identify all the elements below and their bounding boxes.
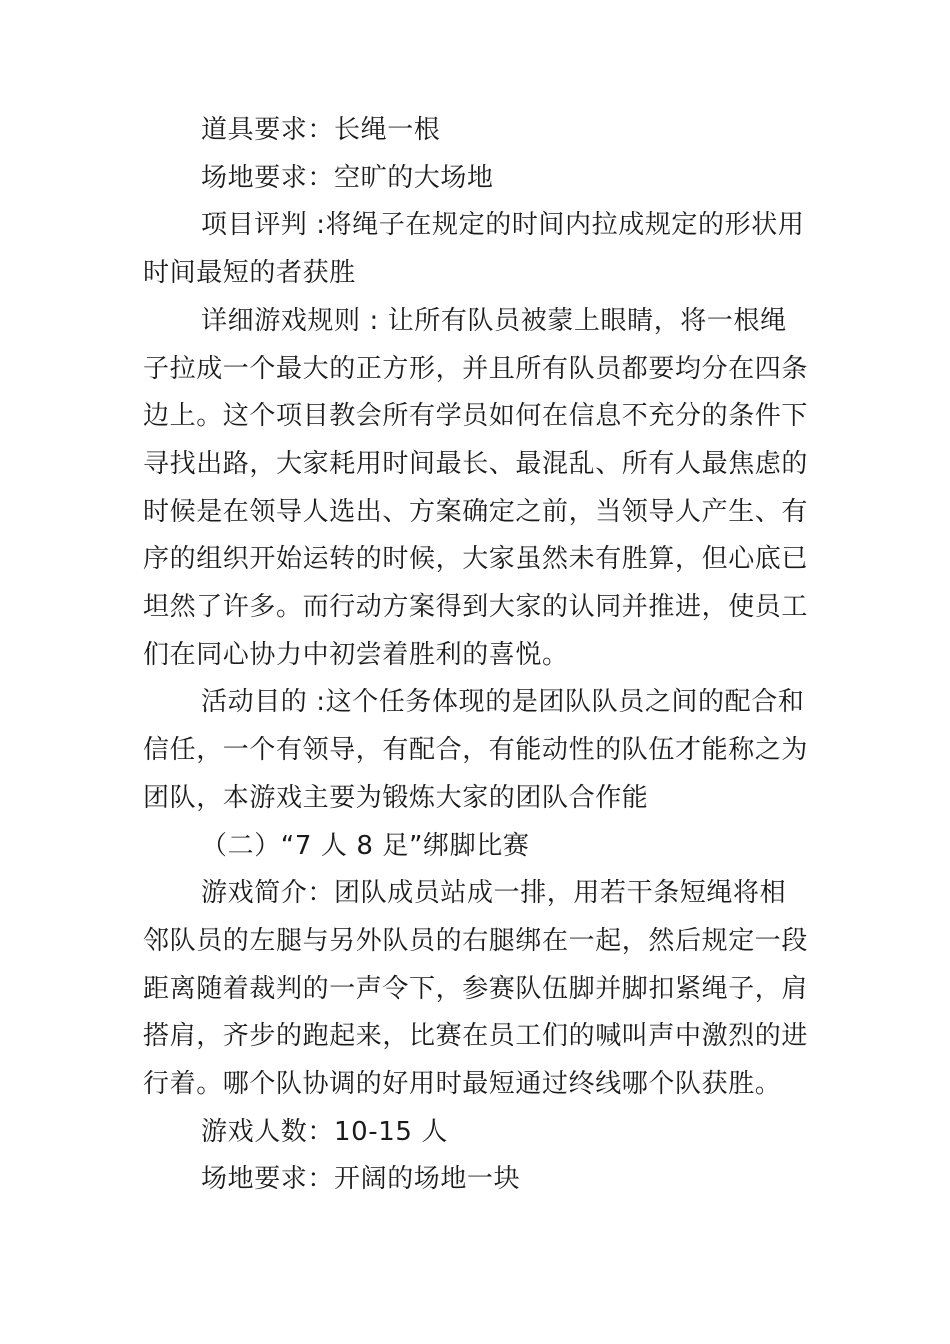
section-heading: （二）“7 人 8 足”绑脚比赛 <box>201 830 530 861</box>
paragraph-venue-requirement-2: 场地要求：开阔的场地一块 <box>201 1164 521 1195</box>
paragraph-game-intro: 游戏简介：团队成员站成一排，用若干条短绳将相邻队员的左腿与另外队员的右腿绑在一起，然后规定一段距离随着裁判的一声令下，参赛队伍脚并脚扣紧绳子，肩搭肩，齐步的跑起来，比赛在员工们的喊叫声中激烈的进行着。哪个队协调的好用时最短通过终线哪个队获胜。 <box>143 878 809 1100</box>
paragraph-activity-purpose: 活动目的 :这个任务体现的是团队队员之间的配合和信任，一个有领导，有配合，有能动性的队伍才能称之为团队，本游戏主要为锻炼大家的团队合作能 <box>143 687 809 813</box>
paragraph-judging: 项目评判 :将绳子在规定的时间内拉成规定的形状用时间最短的者获胜 <box>143 210 805 289</box>
document-page <box>143 107 811 1204</box>
paragraph-player-count: 游戏人数：10-15 人 <box>201 1116 449 1147</box>
paragraph-detailed-rules: 详细游戏规则 : 让所有队员被蒙上眼睛，将一根绳子拉成一个最大的正方形，并且所有队员都要均分在四条边上。这个项目教会所有学员如何在信息不充分的条件下寻找出路，大家耗用时间最长、最混乱、所有人最焦虑的时候是在领导人选出、方案确定之前，当领导人产生、有序的组织开始运转的时候，大家虽然未有胜算，但心底已坦然了许多。而行动方案得到大家的认同并推进，使员工们在同心协力中初尝着胜利的喜悦。 <box>143 305 809 670</box>
paragraph-venue-requirement: 场地要求：空旷的大场地 <box>201 162 494 193</box>
paragraph-props-requirement: 道具要求：长绳一根 <box>201 115 441 145</box>
